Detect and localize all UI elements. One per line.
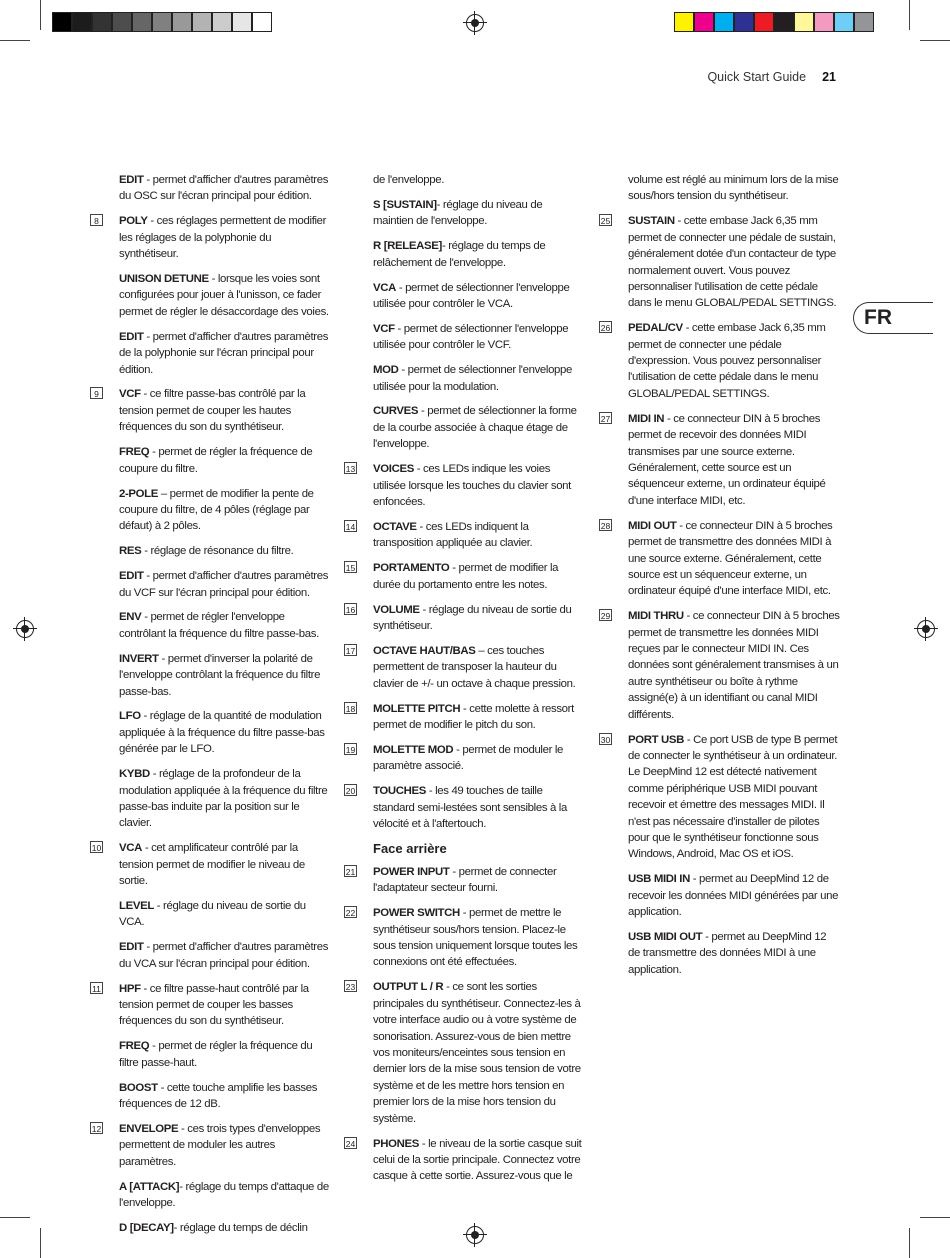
description-entry xyxy=(119,1038,331,1071)
description-text: - réglage du temps d'attaque de l'enveloppe. xyxy=(119,1180,329,1210)
guide-title: Quick Start Guide xyxy=(707,70,807,84)
description-text: – permet de modifier la pente de coupure du filtre, de 4 pôles (réglage par défaut) à 2 pôles. xyxy=(119,487,314,533)
item-number-badge: 30 xyxy=(600,734,611,745)
term-label: POWER SWITCH xyxy=(373,907,460,920)
description-entry xyxy=(628,871,840,920)
description-text: - ces LEDs indiquent la transposition appliquée au clavier. xyxy=(373,520,533,550)
description-text: - permet de régler l'enveloppe contrôlant la fréquence du filtre passe-bas. xyxy=(119,611,319,640)
description-text: - le niveau de la sortie casque suit celui de la sortie principale. Connectez votre casque à cette sortie. Assurez-vous que le xyxy=(373,1137,582,1183)
color-swatch xyxy=(834,12,854,32)
description-entry xyxy=(345,742,585,775)
description-entry xyxy=(628,929,840,978)
description-entry xyxy=(119,271,331,320)
description-text: volume est réglé au minimum lors de la mise sous/hors tension du synthétiseur. xyxy=(628,174,839,203)
registration-mark-bottom xyxy=(466,1226,484,1244)
crop-mark xyxy=(0,40,30,41)
term-label: MOD xyxy=(373,364,399,377)
description-text: - ce connecteur DIN à 5 broches permet de transmettre les données MIDI reçues par le connecteur MIDI IN. Ces données sont généralement transmises à un autre synthétiseur ou boîte à rythme assigné(e) à un identifiant ou canal MIDI différents. xyxy=(628,610,840,721)
page-header xyxy=(707,70,836,84)
item-number-badge: 29 xyxy=(600,611,611,622)
color-swatch xyxy=(714,12,734,32)
item-number-badge: 18 xyxy=(345,703,356,714)
term-label: EDIT xyxy=(119,330,144,343)
term-label: OUTPUT L / R xyxy=(373,981,444,994)
item-number-badge: 13 xyxy=(345,464,356,475)
description-entry xyxy=(600,411,840,509)
term-label: VCF xyxy=(119,388,141,401)
item-number-badge: 27 xyxy=(600,413,611,424)
term-label: INVERT xyxy=(119,652,159,665)
description-text: - permet de modifier la durée du portamento entre les notes. xyxy=(373,562,559,591)
color-swatch xyxy=(252,12,272,32)
term-label: VCA xyxy=(119,842,142,855)
color-swatch xyxy=(72,12,92,32)
description-text: - ce connecteur DIN à 5 broches permet de recevoir des données MIDI transmises par une source externe. Généralement, cette source est un séquenceur externe, un ordinateur équipé d'une interface MIDI, etc. xyxy=(628,412,826,507)
description-text: - cette embase Jack 6,35 mm permet de connecter une pédale d'expression. Vous pouvez personnaliser l'utilisation de cette pédale dans le menu GLOBAL/PEDAL SETTINGS. xyxy=(628,322,826,400)
item-number-badge: 9 xyxy=(90,387,103,399)
crop-mark xyxy=(920,1217,950,1218)
description-text: - réglage du niveau de maintien de l'enveloppe. xyxy=(373,198,543,228)
term-label: LFO xyxy=(119,710,141,723)
term-label: POLY xyxy=(119,215,148,228)
description-entry xyxy=(345,979,585,1127)
description-entry xyxy=(345,701,585,734)
term-label: PORT USB xyxy=(628,733,685,746)
description-entry xyxy=(119,1220,331,1236)
language-tab: FR xyxy=(853,302,933,334)
description-text: - permet d'inverser la polarité de l'enveloppe contrôlant la fréquence du filtre passe-bas. xyxy=(119,652,321,698)
color-swatch xyxy=(774,12,794,32)
term-label: MIDI THRU xyxy=(628,610,684,623)
item-number-badge: 14 xyxy=(345,521,356,532)
color-swatch xyxy=(192,12,212,32)
description-text: - permet au DeepMind 12 de transmettre des données MIDI à une application. xyxy=(628,931,827,976)
color-calibration-strip xyxy=(674,12,874,32)
description-text: - permet de sélectionner la forme de la courbe associée à chaque étage de l'enveloppe. xyxy=(373,405,577,451)
term-label: D [DECAY] xyxy=(119,1222,174,1235)
item-number-badge: 12 xyxy=(91,1124,102,1134)
term-label: OCTAVE HAUT/BAS xyxy=(373,644,476,657)
description-entry xyxy=(94,213,331,262)
description-text: - réglage du niveau de sortie du synthétiseur. xyxy=(373,603,572,632)
item-number-badge: 19 xyxy=(345,744,356,755)
item-number-badge: 23 xyxy=(345,982,356,993)
item-number-badge: 20 xyxy=(345,786,356,797)
term-label: USB MIDI IN xyxy=(628,873,690,886)
description-text: - permet au DeepMind 12 de recevoir les données MIDI générées par une application. xyxy=(628,873,839,919)
description-text: - permet de mettre le synthétiseur sous/hors tension. Placez-le sous tension uniquement lorsque toutes les connexions ont été effectuées. xyxy=(373,907,578,969)
description-text: - permet de régler la fréquence du filtre passe-haut. xyxy=(119,1040,313,1069)
registration-mark-left xyxy=(16,620,34,638)
description-entry xyxy=(119,568,331,601)
description-text: - ce filtre passe-haut contrôlé par la tension permet de couper les basses fréquences du son du synthétiseur. xyxy=(119,982,309,1028)
description-text: - permet d'afficher d'autres paramètres de la polyphonie sur l'écran principal pour édition. xyxy=(119,330,329,376)
item-number-badge: 25 xyxy=(600,216,611,227)
description-text: - ces trois types d'enveloppes permettent de moduler les autres paramètres. xyxy=(119,1123,321,1168)
description-entry xyxy=(628,172,840,205)
item-number-badge: 24 xyxy=(345,1138,356,1149)
color-swatch xyxy=(794,12,814,32)
description-text: - permet d'afficher d'autres paramètres du OSC sur l'écran principal pour édition. xyxy=(119,174,329,203)
term-label: VCF xyxy=(373,322,395,335)
item-number-badge: 22 xyxy=(345,908,356,919)
item-number-badge: 28 xyxy=(600,520,611,531)
term-label: VOLUME xyxy=(373,603,420,616)
term-label: MOLETTE MOD xyxy=(373,743,454,756)
description-text: - cette touche amplifie les basses fréquences de 12 dB. xyxy=(119,1081,318,1111)
text-column-2 xyxy=(345,172,585,1193)
description-entry xyxy=(373,403,585,452)
description-text: - ce connecteur DIN à 5 broches permet de transmettre des données MIDI à une source externe. Généralement, cette source est un séquenceur externe, un ordinateur équipé d'une interface MIDI, etc. xyxy=(628,519,833,598)
description-entry xyxy=(345,461,585,510)
description-entry xyxy=(600,213,840,311)
item-number-badge: 10 xyxy=(91,843,102,854)
description-entry xyxy=(345,783,585,832)
description-text: - permet de moduler le paramètre associé. xyxy=(373,743,564,773)
item-number-badge: 11 xyxy=(90,982,103,994)
color-swatch xyxy=(814,12,834,32)
description-entry xyxy=(119,898,331,931)
description-entry xyxy=(600,518,840,600)
description-text: – ces touches permettent de transposer la hauteur du clavier de +/- un octave à chaque pression. xyxy=(373,644,576,690)
term-label: MOLETTE PITCH xyxy=(373,702,461,715)
description-entry xyxy=(92,981,331,1030)
color-swatch xyxy=(92,12,112,32)
description-entry xyxy=(119,486,331,535)
item-number-badge: 16 xyxy=(345,604,356,615)
color-swatch xyxy=(854,12,874,32)
term-label: TOUCHES xyxy=(373,785,427,798)
term-label: UNISON DETUNE xyxy=(119,273,209,286)
description-entry xyxy=(91,1121,331,1170)
description-text: - permet de sélectionner l'enveloppe utilisée pour contrôler le VCA. xyxy=(373,281,570,310)
description-text: - réglage du temps de déclin xyxy=(173,1222,308,1235)
description-text: - ces réglages permettent de modifier les réglages de la polyphonie du synthétiseur. xyxy=(119,215,327,261)
color-swatch xyxy=(132,12,152,32)
description-text: de l'enveloppe. xyxy=(373,174,445,186)
description-entry xyxy=(119,609,331,642)
text-column-3 xyxy=(600,172,840,987)
term-label: HPF xyxy=(119,982,141,995)
term-label: A [ATTACK] xyxy=(119,1180,180,1193)
description-text: - lorsque les voies sont configurées pour jouer à l'unisson, ce fader permet de régler le désaccordage des voies. xyxy=(119,273,329,318)
term-label: ENV xyxy=(119,611,142,624)
term-label: FREQ xyxy=(119,446,150,459)
term-label: 2-POLE xyxy=(119,487,159,500)
description-text: - les 49 touches de taille standard semi-lestées sont sensibles à la vélocité et à l'aftertouch. xyxy=(373,785,567,830)
description-text: - permet d'afficher d'autres paramètres du VCF sur l'écran principal pour édition. xyxy=(119,570,329,599)
term-label: VOICES xyxy=(373,463,414,476)
description-text: - ce filtre passe-bas contrôlé par la tension permet de couper les hautes fréquences du son du synthétiseur. xyxy=(119,388,306,434)
description-entry xyxy=(600,320,840,402)
description-text: - Ce port USB de type B permet de connecter le synthétiseur à un ordinateur. Le DeepMind 12 est détecté nativement comme périphérique USB MIDI pouvant recevoir et émettre des messages MIDI. Il n'est pas nécessaire d'installer de pilotes pour que le synthétiseur fonctionne sous Windows, Android, Mac OS et iOS. xyxy=(628,733,838,861)
crop-mark xyxy=(909,1228,910,1258)
item-number-badge: 21 xyxy=(345,866,356,877)
description-entry xyxy=(119,1179,331,1212)
term-label: RES xyxy=(119,545,142,558)
description-entry xyxy=(345,519,585,552)
description-entry xyxy=(345,643,585,692)
term-label: POWER INPUT xyxy=(373,865,450,878)
description-entry xyxy=(345,602,585,635)
term-label: KYBD xyxy=(119,768,150,781)
description-entry xyxy=(119,708,331,757)
description-entry xyxy=(345,1136,585,1185)
description-entry xyxy=(119,651,331,700)
color-swatch xyxy=(694,12,714,32)
description-entry xyxy=(373,280,585,313)
description-text: - réglage du niveau de sortie du VCA. xyxy=(119,900,306,929)
description-text: - permet de connecter l'adaptateur secteur fourni. xyxy=(373,865,557,895)
term-label: ENVELOPE xyxy=(119,1123,179,1135)
description-entry xyxy=(119,329,331,378)
description-entry xyxy=(91,840,331,889)
term-label: EDIT xyxy=(119,570,144,583)
color-swatch xyxy=(52,12,72,32)
description-entry xyxy=(373,197,585,230)
term-label: EDIT xyxy=(119,174,144,186)
description-text: - cette molette à ressort permet de modifier le pitch du son. xyxy=(373,702,574,731)
text-column-1 xyxy=(91,172,331,1245)
description-entry xyxy=(94,386,331,435)
color-swatch xyxy=(754,12,774,32)
color-swatch xyxy=(674,12,694,32)
color-swatch xyxy=(734,12,754,32)
color-swatch xyxy=(112,12,132,32)
crop-mark xyxy=(920,40,950,41)
description-entry xyxy=(373,238,585,271)
color-swatch xyxy=(172,12,192,32)
description-entry xyxy=(345,560,585,593)
term-label: LEVEL xyxy=(119,900,154,913)
crop-mark xyxy=(909,0,910,30)
description-entry xyxy=(373,172,585,188)
item-number-badge: 17 xyxy=(345,645,356,656)
item-number-badge: 8 xyxy=(90,214,103,226)
description-entry xyxy=(119,444,331,477)
item-number-badge: 15 xyxy=(345,563,356,574)
registration-mark-top xyxy=(466,14,484,32)
description-text: - permet de régler la fréquence de coupure du filtre. xyxy=(119,446,313,475)
term-label: FREQ xyxy=(119,1040,150,1053)
term-label: BOOST xyxy=(119,1081,158,1094)
description-text: - permet d'afficher d'autres paramètres du VCA sur l'écran principal pour édition. xyxy=(119,941,329,970)
term-label: R [RELEASE] xyxy=(373,240,442,253)
color-swatch xyxy=(152,12,172,32)
registration-mark-right xyxy=(917,620,935,638)
description-text: - cet amplificateur contrôlé par la tension permet de modifier le niveau de sortie. xyxy=(119,842,305,888)
crop-mark xyxy=(40,0,41,30)
description-text: - réglage de la quantité de modulation appliquée à la fréquence du filtre passe-bas générée par le LFO. xyxy=(119,710,325,756)
description-entry xyxy=(119,543,331,559)
term-label: CURVES xyxy=(373,405,419,418)
description-entry xyxy=(345,864,585,897)
term-label: MIDI OUT xyxy=(628,519,677,532)
description-text: - permet de sélectionner l'enveloppe utilisée pour la modulation. xyxy=(373,364,573,393)
color-swatch xyxy=(212,12,232,32)
description-text: - ce sont les sorties principales du synthétiseur. Connectez-les à votre interface audio ou à votre système de sonorisation. Assurez-vous de bien mettre vos moniteurs/enceintes sous tension en dernier lors de la mise sous tension de votre système et de les mettre hors tension en premier lors de la mise hors tension du système. xyxy=(373,981,581,1125)
item-number-badge: 26 xyxy=(600,323,611,334)
crop-mark xyxy=(40,1228,41,1258)
description-text: - réglage de la profondeur de la modulation appliquée à la fréquence du filtre passe-bas induite par la position sur le clavier. xyxy=(119,768,328,830)
description-entry xyxy=(373,362,585,395)
description-text: - ces LEDs indique les voies utilisée lorsque les touches du clavier sont enfoncées. xyxy=(373,463,571,508)
term-label: MIDI IN xyxy=(628,412,665,425)
section-heading: Face arrière xyxy=(373,840,447,856)
description-text: - réglage de résonance du filtre. xyxy=(141,545,294,558)
description-entry xyxy=(600,732,840,863)
term-label: VCA xyxy=(373,281,396,294)
term-label: OCTAVE xyxy=(373,520,417,533)
description-entry xyxy=(119,939,331,972)
term-label: PEDAL/CV xyxy=(628,322,683,335)
term-label: EDIT xyxy=(119,941,144,954)
description-text: - cette embase Jack 6,35 mm permet de connecter une pédale de sustain, généralement dotée d'un contacteur de type normalement ouvert. Vous pouvez personnaliser l'utilisation de cette pédale dans le menu GLOBAL/PEDAL SETTINGS. xyxy=(628,215,837,310)
description-text: - réglage du temps de relâchement de l'enveloppe. xyxy=(373,240,546,269)
description-entry xyxy=(119,766,331,832)
description-entry xyxy=(119,172,331,205)
term-label: PHONES xyxy=(373,1137,420,1150)
term-label: PORTAMENTO xyxy=(373,562,450,575)
description-entry xyxy=(373,321,585,354)
crop-mark xyxy=(0,1217,30,1218)
description-entry xyxy=(119,1080,331,1113)
color-swatch xyxy=(232,12,252,32)
description-entry xyxy=(600,608,840,723)
description-text: - permet de sélectionner l'enveloppe utilisée pour contrôler le VCF. xyxy=(373,322,569,352)
gray-calibration-strip xyxy=(52,12,272,32)
term-label: S [SUSTAIN] xyxy=(373,198,437,211)
term-label: SUSTAIN xyxy=(628,215,675,228)
term-label: USB MIDI OUT xyxy=(628,931,703,944)
page-number: 21 xyxy=(822,70,836,84)
description-entry xyxy=(345,905,585,971)
